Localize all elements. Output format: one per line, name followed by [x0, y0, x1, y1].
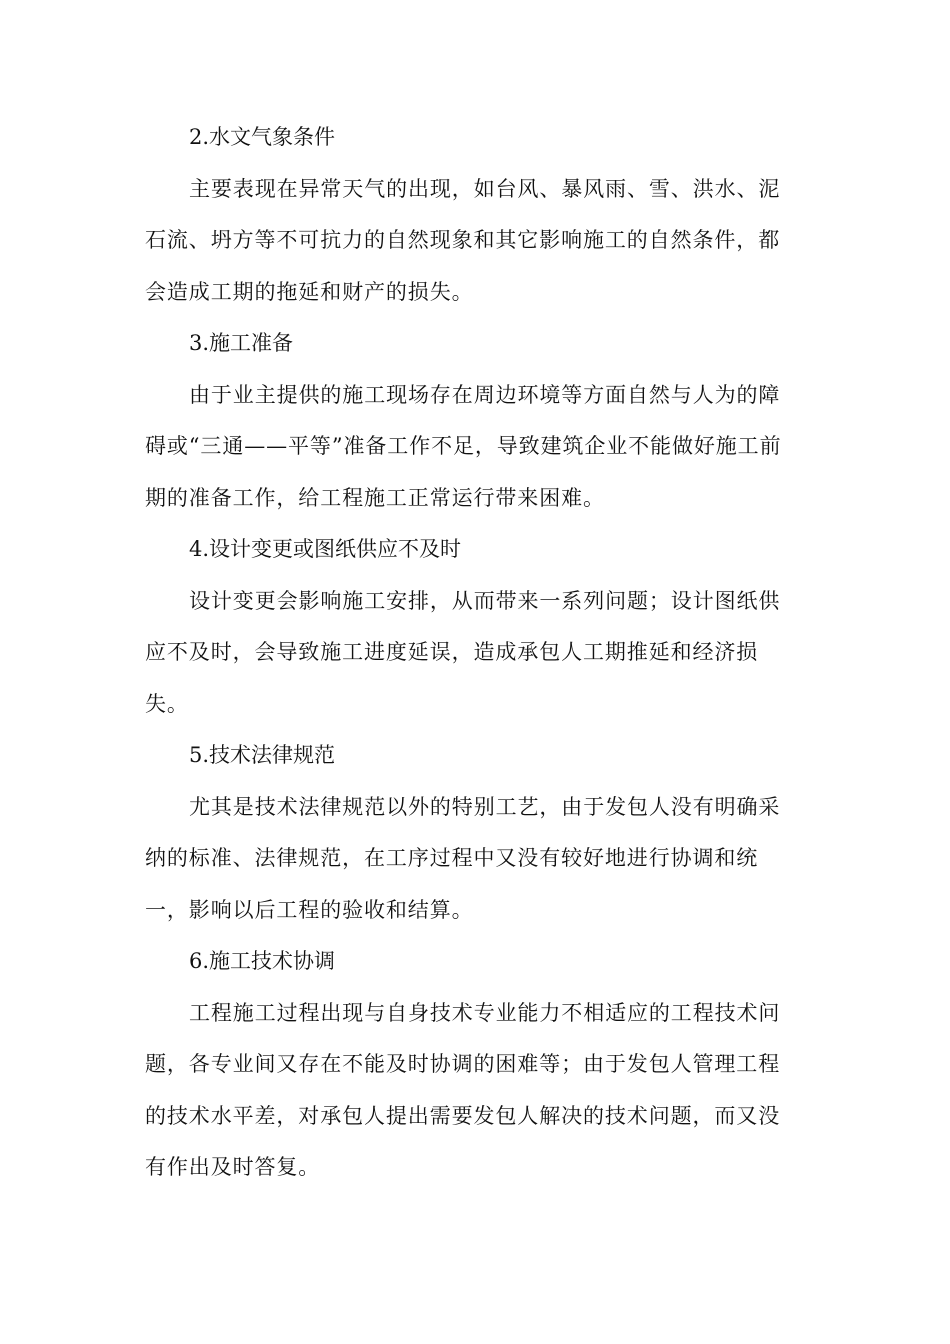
section-heading: 5.技术法律规范 [189, 743, 336, 767]
paragraph-line: 主要表现在异常天气的出现，如台风、暴风雨、雪、洪水、泥 [189, 176, 781, 201]
paragraph-line: 工程施工过程出现与自身技术专业能力不相适应的工程技术问 [189, 1000, 781, 1025]
paragraph-line: 纳的标准、法律规范，在工序过程中又没有较好地进行协调和统 [145, 846, 759, 870]
section-technical-coordination [145, 936, 795, 1194]
section-paragraph [145, 988, 795, 1194]
section-heading: 4.设计变更或图纸供应不及时 [189, 537, 462, 561]
section-paragraph [145, 370, 795, 525]
section-construction-prep [145, 318, 795, 524]
section-heading: 6.施工技术协调 [189, 949, 336, 973]
section-hydro-weather [145, 112, 795, 318]
section-paragraph [145, 576, 795, 731]
paragraph-line: 碍或“三通——平等”准备工作不足，导致建筑企业不能做好施工前 [145, 434, 782, 458]
paragraph-line: 由于业主提供的施工现场存在周边环境等方面自然与人为的障 [189, 382, 781, 407]
paragraph-line: 会造成工期的拖延和财产的损失。 [145, 279, 474, 304]
section-design-change [145, 524, 795, 730]
paragraph-line: 期的准备工作，给工程施工正常运行带来困难。 [145, 485, 605, 510]
paragraph-line: 失。 [145, 691, 189, 716]
section-technical-regulations [145, 730, 795, 936]
section-heading: 3.施工准备 [189, 331, 294, 355]
section-paragraph [145, 164, 795, 319]
paragraph-line: 的技术水平差，对承包人提出需要发包人解决的技术问题，而又没 [145, 1103, 781, 1128]
paragraph-line: 设计变更会影响施工安排，从而带来一系列问题；设计图纸供 [189, 588, 781, 613]
document-body [145, 112, 795, 1194]
paragraph-line: 一，影响以后工程的验收和结算。 [145, 897, 474, 922]
paragraph-line: 应不及时，会导致施工进度延误，造成承包人工期推延和经济损 [145, 640, 759, 664]
section-paragraph [145, 782, 795, 937]
paragraph-line: 尤其是技术法律规范以外的特别工艺，由于发包人没有明确采 [189, 794, 781, 819]
paragraph-line: 石流、坍方等不可抗力的自然现象和其它影响施工的自然条件，都 [145, 228, 781, 252]
section-heading: 2.水文气象条件 [189, 125, 336, 149]
paragraph-line: 有作出及时答复。 [145, 1155, 321, 1179]
paragraph-line: 题，各专业间又存在不能及时协调的困难等；由于发包人管理工程 [145, 1052, 781, 1076]
